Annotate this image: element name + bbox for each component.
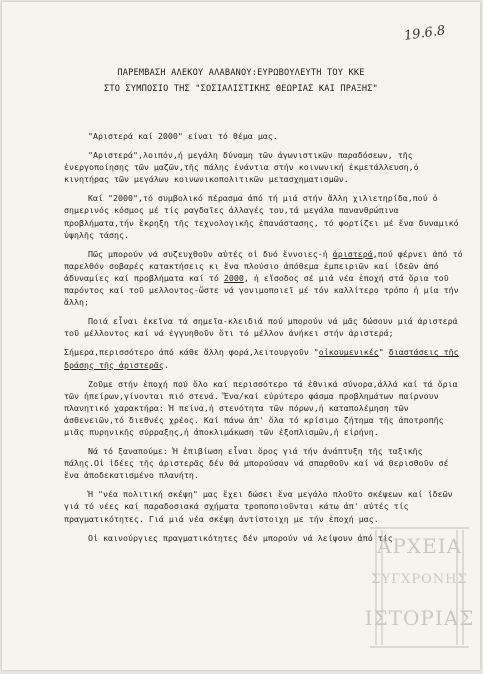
archive-watermark: [362, 520, 477, 655]
paragraph-6-text: ": [378, 347, 389, 358]
paragraph-3: Καί "2000",τό συμβολικό πέρασμα ἀπό τή μιά στήν ἄλλη χιλιετηρίδα,πού ὁ σημερινός κόσμος μέ τίς ραγδαῖες ἀλλαγές του,τά μεγάλα πανανθρώπινα προβλήματα,τήν ἔκρηξη τῆς τεχνολογικῆς ἐπανάστασης, τό φορτίζει μέ ἕνα δυναμικό ὑψηλῆς τάσης.: [64, 193, 459, 240]
paragraph-4-text: ,πού φέρνει ἀπό τό παρελθόν σοβαρές κατακτήσεις κι ἕνα πλούσιο ἀπόθεμα ἐμπειριῶν καί ἰδεῶν ἀπό ἀδυναμίες καί προβλήματα καί τό: [64, 248, 463, 283]
underlined-term: 2000: [223, 272, 244, 283]
document-body: [64, 130, 466, 551]
underlined-term: ἀριστερά: [332, 248, 373, 259]
document-page: [2, 2, 480, 670]
watermark-word: ΣΥΓΧΡΟΝΗΣ: [371, 572, 468, 587]
handwritten-annotation: 19.6.8: [403, 23, 447, 44]
paragraph-6-text: Σήμερα,περισσότερο ἀπό κάθε ἄλλη φορά,λειτουργοῦν ": [64, 347, 319, 358]
underlined-term: διαστάσεις τῆς δράσης τῆς ἀριστερᾶς: [64, 347, 459, 370]
document-title: ΠΑΡΕΜΒΑΣΗ ΑΛΕΚΟΥ ΑΛΑΒΑΝΟΥ:ΕΥΡΩΒΟΥΛΕΥΤΗ ΤΟΥ ΚΚΕ: [117, 68, 365, 78]
watermark-word: ΙΣΤΟΡΙΑΣ: [364, 606, 475, 630]
paragraph-10: Οἱ καινούργιες πραγματικότητες δέν μπορούν νά λείψουν ἀπό τίς: [88, 532, 393, 543]
underlined-term: οἰκουμενικές: [318, 347, 379, 358]
paragraph-1: "Αριστερά καί 2000" είναι τό θέμα μας.: [88, 131, 278, 141]
document-subtitle: ΣΤΟ ΣΥΜΠΟΣΙΟ ΤΗΣ "ΣΟΣΙΑΛΙΣΤΙΚΗΣ ΘΕΩΡΙΑΣ ΚΑΙ ΠΡΑΞΗΣ": [103, 84, 379, 94]
paragraph-9: Ἡ "νέα πολιτική σκέψη" μας ἔχει δώσει ἕνα μεγάλο πλοῦτο σκέψεων καί ἰδεῶν γιά τό νέες καί παραδοσιακά σχήματα τροποποιοῦνται κάτω ἀπ' αὐτές τίς πραγματικότητες. Γιά μιά νέα σκέψη ἀντίστοιχη με τήν ἐποχή μας.: [64, 489, 453, 524]
paragraph-4: [64, 248, 466, 308]
paragraph-7: Ζοῦμε στήν ἐποχή πού ὅλο καί περισσότερο τά ἐθνικά σύνορα,ἀλλά καί τά ὅρια τῶν ἠπείρων,γίνονται πιό στενά. Ἕνα/καί εὐρύτερο φάσμα προβλημάτων παίρνουν πλανητικό χαρακτήρα: Ἡ πείνα,ἡ στενότητα τῶν πόρων,ἡ καταπολέμηση τῶν ἀσθενειῶν,τό διεθνές χρέος. Καί πάνω ἀπ' ὅλα τό κρίσιμο ζήτημα τῆς ἀποτροπῆς μιᾶς πυρηνικῆς σύρραξης,ἡ ἀποκλιμάκωση τῶν ἐξοπλισμῶν,ἡ εἰρήνη.: [64, 378, 458, 437]
paragraph-4-text: Πῶς μπορούν νά συζευχθοῦν αὐτές οἱ δυό ἔννοιες-ἡ: [88, 248, 333, 259]
paragraph-2: "Αριστερά",λοιπόν,ή μεγάλη δύναμη τῶν ἀγωνιστικῶν παραδόσεων, τῆς ἐνεργοποίησης τῶν μαζῶν,τῆς πάλης ἐνάντια στήν κοινωνική ἐκμετάλλευση,ὁ κινητήρας τῶν μεγάλων κοινωνικοπολιτικῶν μετασχηματισμῶν.: [64, 150, 419, 185]
watermark-word: ΑΡΧΕΙΑ: [376, 534, 463, 558]
paragraph-6: [64, 346, 466, 370]
paragraph-4-text: , ἡ εἴσοδος σέ μιά νέα ἐποχή στά ὅρια τοῦ παρόντος καί τοῦ μελλοντος-ὥστε νά γονιμοποιεῖ μέ τόν καλλίτερο τρόπο ἡ μία τήν ἄλλη;: [64, 272, 459, 308]
paragraph-5: Ποιά εἶναι ἐκεῖνα τά σημεῖα-κλειδιά πού μπορούν νά μᾶς δώσουν μιά ἀριστερά τοῦ μέλλοντος καί νά ἐγγυηθοῦν ὅτι τό μέλλον ἀνήκει στήν ἀριστερά;: [64, 316, 458, 339]
paragraph-8: Νά τό ξαναπούμε: Ἡ ἐπιβίωση εἶναι ὅρος γιά τήν ἀνάπτυξη τῆς ταξικῆς πάλης.Οἱ ἰδέες τῆς ἀριστερᾶς δέν θά μπορούσαν νά σπαρθοῦν καί νά θερισθοῦν σέ ἕνα ἀποδεκατισμένο πλανήτη.: [64, 446, 449, 481]
paragraph-6-text: .: [163, 359, 169, 370]
